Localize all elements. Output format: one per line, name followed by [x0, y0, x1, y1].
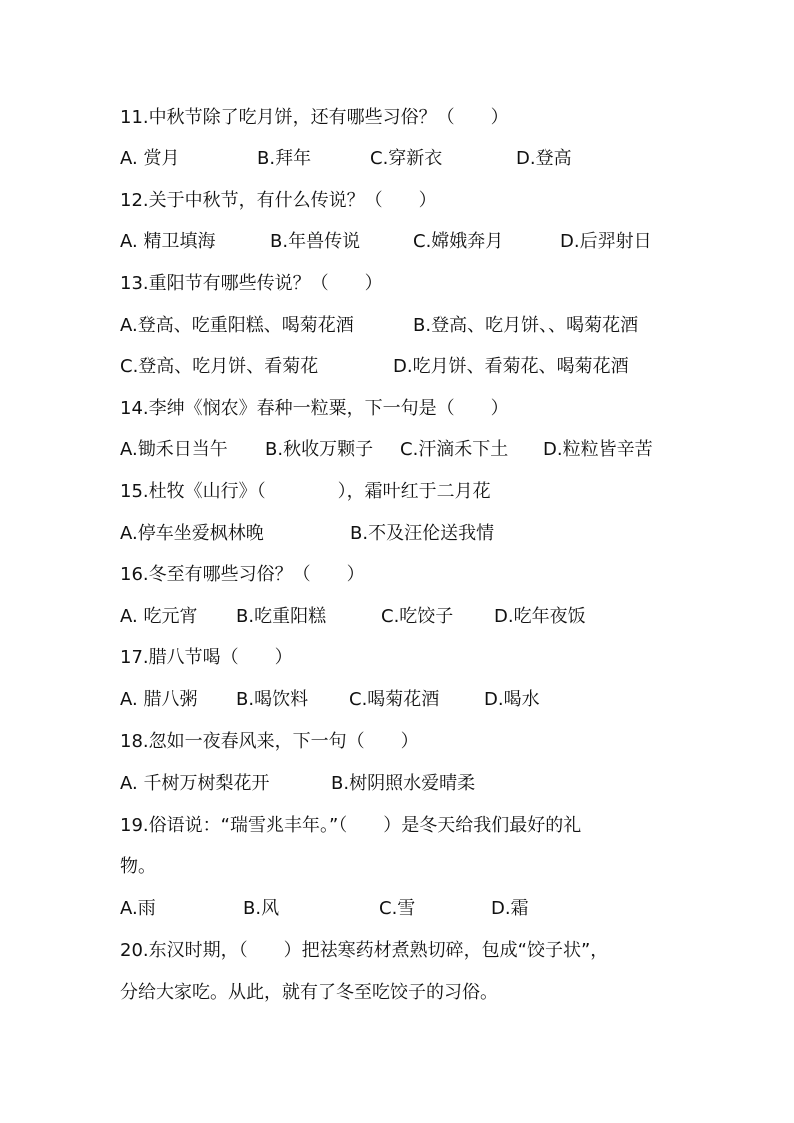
q13-option-a: A.登高、吃重阳糕、喝菊花酒 [120, 315, 354, 336]
question-19-stem-line2: 物。 [120, 856, 156, 877]
q17-option-b: B.喝饮料 [236, 689, 309, 710]
q11-option-a: A. 赏月 [120, 148, 180, 169]
question-20-stem-line1: 20.东汉时期，（ ）把祛寒药材煮熟切碎，包成“饺子状”， [120, 940, 609, 961]
question-18-options [120, 772, 680, 796]
q18-option-b: B.树阴照水爱晴柔 [331, 773, 476, 794]
question-14-stem: 14.李绅《悯农》春种一粒粟，下一句是（ ） [120, 398, 509, 419]
q14-option-a: A.锄禾日当午 [120, 439, 228, 460]
q18-option-a: A. 千树万树梨花开 [120, 773, 270, 794]
q19-option-c: C.雪 [379, 898, 416, 919]
q11-option-c: C.穿新衣 [370, 148, 443, 169]
q13-option-d: D.吃月饼、看菊花、喝菊花酒 [393, 356, 629, 377]
q14-option-c: C.汗滴禾下土 [400, 439, 509, 460]
q19-option-b: B.风 [243, 898, 280, 919]
q13-option-b: B.登高、吃月饼、、喝菊花酒 [413, 315, 639, 336]
q11-option-d: D.登高 [516, 148, 572, 169]
q14-option-b: B.秋收万颗子 [265, 439, 374, 460]
question-12-stem: 12.关于中秋节，有什么传说？（ ） [120, 190, 437, 211]
question-17-stem: 17.腊八节喝（ ） [120, 647, 293, 668]
q16-option-b: B.吃重阳糕 [236, 606, 327, 627]
question-17-options [120, 688, 680, 712]
question-13-options-row2 [120, 355, 680, 379]
q16-option-c: C.吃饺子 [381, 606, 454, 627]
question-14-options [120, 438, 680, 462]
q11-option-b: B.拜年 [257, 148, 312, 169]
question-12-options [120, 230, 680, 254]
q12-option-c: C.嫦娥奔月 [413, 231, 504, 252]
question-15-options [120, 522, 680, 546]
question-13-stem: 13.重阳节有哪些传说？（ ） [120, 273, 383, 294]
q12-option-b: B.年兽传说 [270, 231, 361, 252]
question-11-stem: 11.中秋节除了吃月饼，还有哪些习俗？（ ） [120, 107, 509, 128]
q17-option-c: C.喝菊花酒 [349, 689, 440, 710]
q19-option-a: A.雨 [120, 898, 156, 919]
question-18-stem: 18.忽如一夜春风来，下一句（ ） [120, 731, 419, 752]
q15-option-b: B.不及汪伦送我情 [350, 523, 495, 544]
question-19-options [120, 897, 680, 921]
q14-option-d: D.粒粒皆辛苦 [543, 439, 653, 460]
question-19-stem-line1: 19.俗语说：“瑞雪兆丰年。”（ ）是冬天给我们最好的礼 [120, 815, 582, 836]
q17-option-a: A. 腊八粥 [120, 689, 198, 710]
q12-option-a: A. 精卫填海 [120, 231, 216, 252]
q12-option-d: D.后羿射日 [560, 231, 652, 252]
question-16-stem: 16.冬至有哪些习俗？（ ） [120, 564, 365, 585]
q16-option-a: A. 吃元宵 [120, 606, 198, 627]
question-15-stem: 15.杜牧《山行》（ ），霜叶红于二月花 [120, 481, 491, 502]
question-13-options-row1 [120, 314, 680, 338]
q15-option-a: A.停车坐爱枫林晚 [120, 523, 264, 544]
q16-option-d: D.吃年夜饭 [494, 606, 586, 627]
question-20-stem-line2: 分给大家吃。从此，就有了冬至吃饺子的习俗。 [120, 982, 498, 1003]
question-16-options [120, 605, 680, 629]
q13-option-c: C.登高、吃月饼、看菊花 [120, 356, 319, 377]
q19-option-d: D.霜 [491, 898, 529, 919]
question-11-options [120, 147, 680, 171]
q17-option-d: D.喝水 [484, 689, 540, 710]
